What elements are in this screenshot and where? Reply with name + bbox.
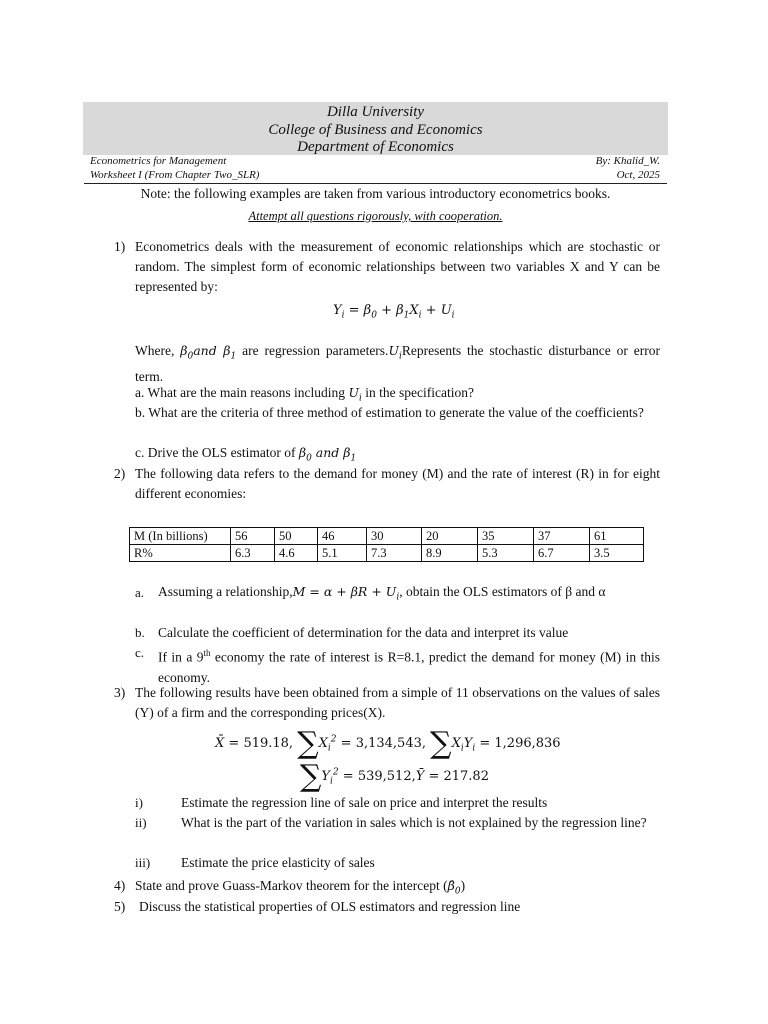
q1-where-prefix: Where,: [135, 343, 175, 358]
q2-part-c-post: economy the rate of interest is R=8.1, predict the demand for money (M) in this economy.: [158, 649, 660, 685]
note-text: Note: the following examples are taken from various introductory econometrics books.: [140, 186, 611, 201]
q5-text: Discuss the statistical properties of OLS estimators and regression line: [139, 899, 521, 914]
q1-part-a-text: a. What are the main reasons including: [135, 385, 346, 400]
instruction-line: [84, 208, 667, 224]
q3-sum-y2: 539,512,: [357, 769, 416, 784]
table-row: [130, 528, 644, 545]
q3-ybar: 217.82: [443, 769, 489, 784]
university-name: Dilla University: [326, 104, 425, 120]
q1-part-c: c. Drive the OLS estimator of $\beta_0$ and $\beta_1$: [135, 445, 357, 464]
q3-part-ii: What is the part of the variation in sales which is not explained by the regression line?: [181, 815, 647, 830]
q5-number: 5): [114, 899, 126, 914]
q2-a-label: a.: [135, 585, 145, 600]
q2-part-c-sup: th: [203, 648, 211, 658]
table-cell: M (In billions): [130, 528, 231, 545]
q2-c-label: c.: [135, 645, 145, 660]
q4-text: State and prove Guass-Markov theorem for the intercept $(\betâ_0)$: [135, 878, 466, 897]
author-name: By: Khalid_W.: [595, 155, 660, 167]
q4-text-body: State and prove Guass-Markov theorem for the intercept (: [135, 878, 448, 893]
q1-number: 1): [114, 239, 126, 254]
table-cell: 50: [275, 528, 318, 545]
course-name: Econometrics for Management: [90, 155, 227, 167]
q2-part-c: [158, 643, 660, 688]
q1-model-equation: $Y_i = \beta_0 + \beta_1X_i + U_i$: [333, 303, 455, 321]
table-cell: 5.1: [318, 545, 367, 562]
table-cell: R%: [130, 545, 231, 562]
table-cell: 46: [318, 528, 367, 545]
table-cell: 3.5: [590, 545, 644, 562]
header-divider: [84, 183, 667, 184]
q2-part-b: Calculate the coefficient of determination for the data and interpret its value: [158, 625, 569, 640]
table-row: [130, 545, 644, 562]
worksheet-name: Worksheet I (From Chapter Two_SLR): [90, 169, 260, 181]
q3-part-iii: Estimate the price elasticity of sales: [181, 855, 375, 870]
q1-part-a-tail: in the specification?: [361, 385, 474, 400]
q1-where-tail: Represents the stochastic disturbance or error term.: [135, 343, 660, 384]
table-cell: 61: [590, 528, 644, 545]
q3-sum-x2: 3,134,543,: [355, 736, 426, 751]
q3-xbar: 519.18,: [243, 736, 294, 751]
q2-part-c-pre: If in a 9: [158, 649, 204, 665]
q1-where-mid: are regression parameters.: [236, 343, 389, 358]
table-cell: 30: [367, 528, 422, 545]
table-cell: 5.3: [478, 545, 534, 562]
table-cell: 37: [534, 528, 590, 545]
q3-sum-xy: 1,296,836: [494, 736, 561, 751]
q2-number: 2): [114, 466, 126, 481]
money-demand-table: [129, 527, 644, 562]
q2-intro: The following data refers to the demand for money (M) and the rate of interest (R) in for eight different economies:: [135, 466, 660, 501]
table-cell: 56: [231, 528, 275, 545]
q3-summary-line-1: X̄ = 519.18, $\sum X_i^2 = 3,134,543$, $\sum X_iY_i = 1,296,836$: [215, 726, 561, 761]
header-banner: [83, 102, 668, 155]
q1-part-b: b. What are the criteria of three method of estimation to generate the value of the coefficients?: [135, 405, 644, 420]
q2-part-a-pre: Assuming a relationship,: [158, 584, 293, 599]
table-cell: 7.3: [367, 545, 422, 562]
worksheet-date: Oct, 2025: [616, 169, 660, 181]
q3-intro: The following results have been obtained from a simple of 11 observations on the values of sales (Y) of a firm and the corresponding prices(X).: [135, 685, 660, 720]
table-cell: 4.6: [275, 545, 318, 562]
q1-part-c-text: c. Drive the OLS estimator of: [135, 445, 296, 460]
table-cell: 6.3: [231, 545, 275, 562]
department-name: Department of Economics: [297, 139, 454, 155]
q1-where: Where, $\beta_0and$ $\beta_1$ are regression $parameters.U_iRepresents$ the stochastic disturbance or error term.: [135, 343, 660, 384]
q3-iii-label: iii): [135, 855, 151, 870]
q2-b-label: b.: [135, 625, 145, 640]
q3-number: 3): [114, 685, 126, 700]
q3-part-i: Estimate the regression line of sale on price and interpret the results: [181, 795, 548, 810]
q3-ii-label: ii): [135, 815, 147, 830]
q3-summary-line-2: $\sum Y_i^2$ = 539,512,Ȳ = 217.82: [300, 759, 489, 794]
q1-part-a: a. What are the main reasons including $U_i$ in the specification?: [135, 385, 474, 404]
table-cell: 8.9: [422, 545, 478, 562]
table-cell: 6.7: [534, 545, 590, 562]
q2-part-a-post: , obtain the OLS estimators of β and α: [399, 584, 606, 599]
college-name: College of Business and Economics: [268, 121, 483, 138]
table-cell: 35: [478, 528, 534, 545]
q4-number: 4): [114, 878, 126, 893]
q2-part-a: Assuming a relationship,M = $\alpha + \beta R + U_i$, obtain the OLS estimators of β and α: [158, 584, 606, 603]
q1-intro: Econometrics deals with the measurement of economic relationships which are stochastic or random. The simplest form of economic relationships between two variables X and Y can be represented by:: [135, 239, 660, 294]
q3-i-label: i): [135, 795, 143, 810]
instruction-text: Attempt all questions rigorously, with cooperation.: [248, 209, 503, 223]
table-cell: 20: [422, 528, 478, 545]
